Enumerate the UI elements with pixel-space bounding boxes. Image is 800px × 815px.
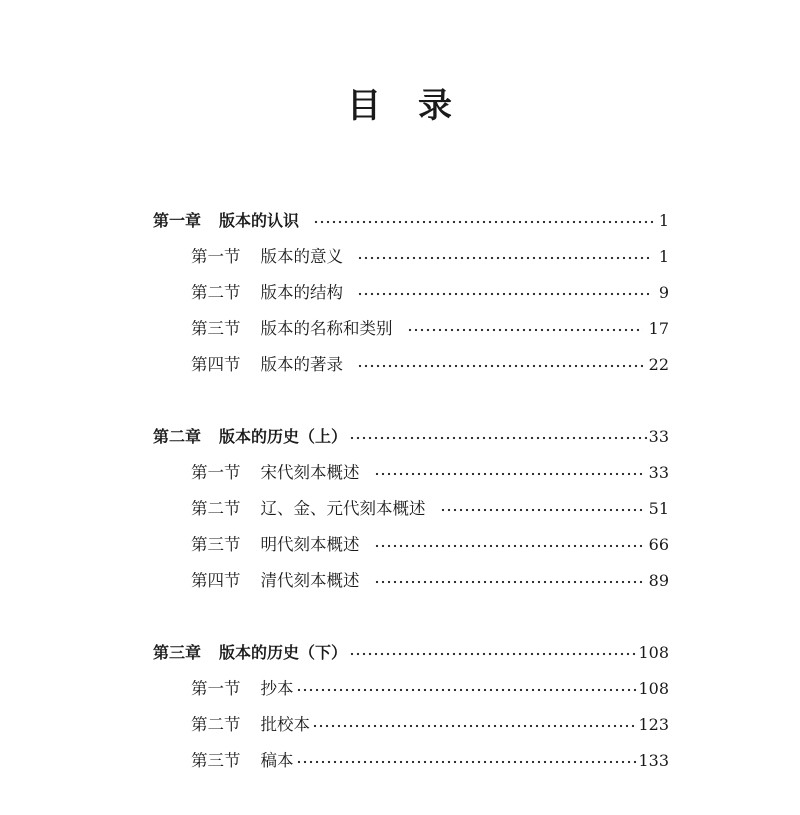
- section-title: 版本的结构: [260, 283, 343, 302]
- toc-section-entry[interactable]: [191, 347, 669, 383]
- section-title: 清代刻本概述: [260, 571, 360, 590]
- dot-leader: [374, 469, 643, 479]
- section-number: 第二节: [191, 715, 241, 734]
- section-title: 辽、金、元代刻本概述: [260, 499, 426, 518]
- toc-chapter-entry[interactable]: [153, 419, 669, 455]
- page-title: [0, 78, 800, 127]
- dot-leader: [374, 577, 643, 587]
- section-title: 版本的名称和类别: [260, 319, 393, 338]
- page-number: 89: [648, 571, 669, 590]
- toc-section-entry[interactable]: [191, 563, 669, 599]
- section-number: 第一节: [191, 247, 241, 266]
- dot-leader: [357, 253, 653, 263]
- page-number: 133: [638, 751, 669, 770]
- section-title: 抄本: [260, 679, 294, 698]
- section-number: 第三节: [191, 535, 241, 554]
- toc-section-entry[interactable]: [191, 455, 669, 491]
- toc-section-entry[interactable]: [191, 527, 669, 563]
- section-number: 第四节: [191, 571, 241, 590]
- chapter-title: 版本的认识: [219, 211, 300, 230]
- section-number: 第四节: [191, 355, 241, 374]
- toc-section-entry[interactable]: [191, 491, 669, 527]
- section-number: 第三节: [191, 751, 241, 770]
- chapter-title: 版本的历史（上）: [219, 427, 348, 446]
- page-number: 123: [638, 715, 669, 734]
- page-number: 33: [648, 427, 669, 446]
- page-number: 66: [648, 535, 669, 554]
- page-number: 51: [648, 499, 669, 518]
- chapter-block: [0, 635, 800, 779]
- toc-chapter-entry[interactable]: [153, 635, 669, 671]
- section-title: 明代刻本概述: [260, 535, 360, 554]
- toc-chapter-entry[interactable]: [153, 203, 669, 239]
- section-number: 第一节: [191, 463, 241, 482]
- chapter-title: 版本的历史（下）: [219, 643, 348, 662]
- page-number: 17: [648, 319, 669, 338]
- table-of-contents: [0, 203, 800, 815]
- section-number: 第二节: [191, 283, 241, 302]
- section-number: 第二节: [191, 499, 241, 518]
- dot-leader: [349, 433, 648, 443]
- toc-section-entry[interactable]: [191, 671, 669, 707]
- chapter-number: 第三章: [153, 643, 202, 662]
- page-number: 1: [658, 247, 669, 266]
- page-number: 1: [658, 211, 669, 230]
- title-char-1: 目: [347, 86, 382, 126]
- dot-leader: [349, 649, 637, 659]
- dot-leader: [357, 289, 653, 299]
- toc-section-entry[interactable]: [191, 707, 669, 743]
- chapter-block: [0, 203, 800, 383]
- page-number: 33: [648, 463, 669, 482]
- chapter-number: 第二章: [153, 427, 202, 446]
- dot-leader: [313, 217, 653, 227]
- section-title: 版本的著录: [260, 355, 343, 374]
- toc-section-entry[interactable]: [191, 743, 669, 779]
- dot-leader: [407, 325, 643, 335]
- section-title: 版本的意义: [260, 247, 343, 266]
- chapter-number: 第一章: [153, 211, 202, 230]
- dot-leader: [296, 757, 638, 767]
- section-title: 稿本: [260, 751, 294, 770]
- chapter-block: [0, 419, 800, 599]
- dot-leader: [374, 541, 643, 551]
- section-number: 第三节: [191, 319, 241, 338]
- section-title: 批校本: [260, 715, 310, 734]
- section-title: 宋代刻本概述: [260, 463, 360, 482]
- toc-section-entry[interactable]: [191, 311, 669, 347]
- toc-section-entry[interactable]: [191, 239, 669, 275]
- page-number: 9: [658, 283, 669, 302]
- dot-leader: [357, 361, 643, 371]
- dot-leader: [296, 685, 638, 695]
- section-number: 第一节: [191, 679, 241, 698]
- page-number: 22: [648, 355, 669, 374]
- toc-section-entry[interactable]: [191, 275, 669, 311]
- title-char-2: 录: [418, 86, 453, 126]
- page-number: 108: [638, 679, 669, 698]
- dot-leader: [312, 721, 637, 731]
- page-number: 108: [638, 643, 669, 662]
- dot-leader: [440, 505, 643, 515]
